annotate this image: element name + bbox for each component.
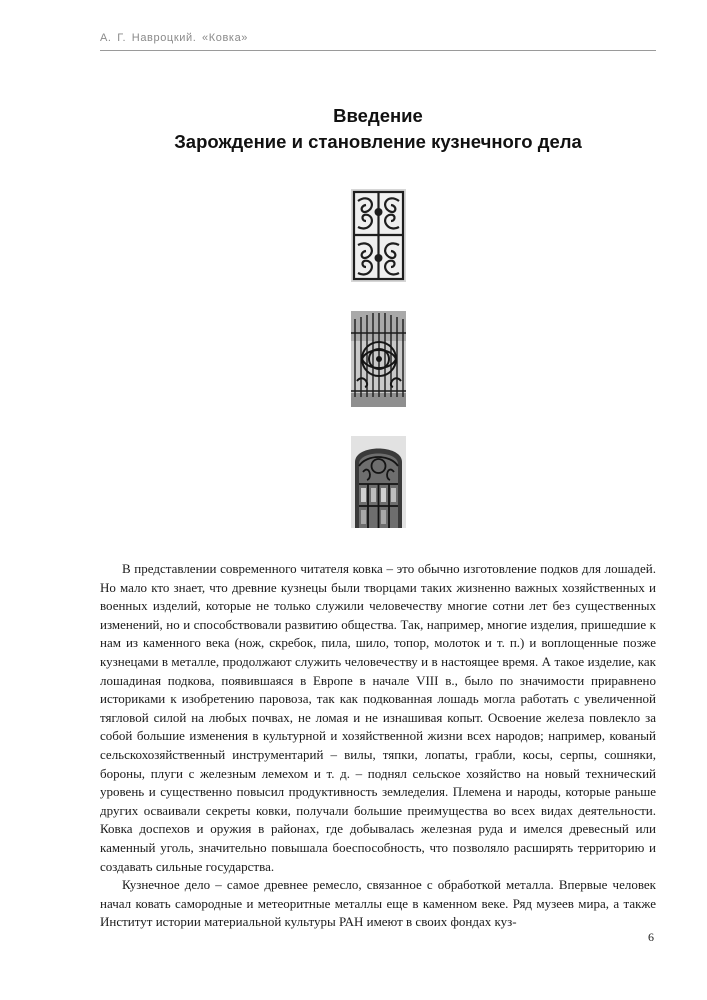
paragraph-1: В представлении современного читателя ковка – это обычно изготовление подков для лошадей. Но мало кто знает, что древние кузнецы были творцами таких жизненно важных хозяйственных и военных изделий, которые не только служили человечеству многие сотни лет без существенных изменений, но и способствовали развитию общества. Так, например, многие изделия, пришедшие к нам из каменного века (нож, скребок, пила, шило, топор, молоток и т. п.) и воплощенные позже кузнецами в металле, продолжают служить человечеству и в настоящее время. А такое изделие, как лошадиная подкова, появившаяся в Европе в начале VIII в., было по значимости приравнено историками к изобретению паровоза, так как подкованная лошадь могла работать с увеличенной тягловой силой на любых почвах, не ломая и не изнашивая копыт. Освоение железа повлекло за собой большие изменения в культурной и хозяйственной жизни всех народов; например, кованый сельскохозяйственный инструментарий – вилы, тяпки, лопаты, грабли, косы, серпы, сошняки, бороны, плуги с железным лемехом и т. д. – поднял сельское хозяйство на новый технический уровень и существенно повысил продуктивность земледелия. Племена и народы, которые раньше других осваивали секреты ковки, получали большие преимущества во всех видах деятельности. Ковка доспехов и оружия в районах, где добывалась железная руда и имелся древесный или каменный уголь, значительно повышала боеспособность, что позволяло расширять территорию и создавать сильные государства.: [100, 561, 656, 874]
paragraph-2: Кузнечное дело – самое древнее ремесло, связанное с обработкой металла. Впервые человек начал ковать самородные и метеоритные металлы еще в каменном веке. Ряд музеев мира, а также Институт истории материальной культуры РАН имеют в своих фондах куз-: [100, 877, 656, 930]
wrought-iron-gate-photo: [351, 189, 406, 282]
chapter-title: [100, 103, 656, 155]
arched-window-grille-photo: [351, 436, 406, 528]
wrought-iron-fence-photo: [351, 311, 406, 407]
chapter-title-line-1: Введение: [333, 105, 423, 126]
page-number: 6: [648, 930, 654, 944]
running-head: А. Г. Навроцкий. «Ковка»: [100, 32, 249, 44]
chapter-title-line-2: Зарождение и становление кузнечного дела: [174, 131, 582, 152]
header-rule: [100, 50, 656, 51]
body-text: [100, 560, 656, 932]
